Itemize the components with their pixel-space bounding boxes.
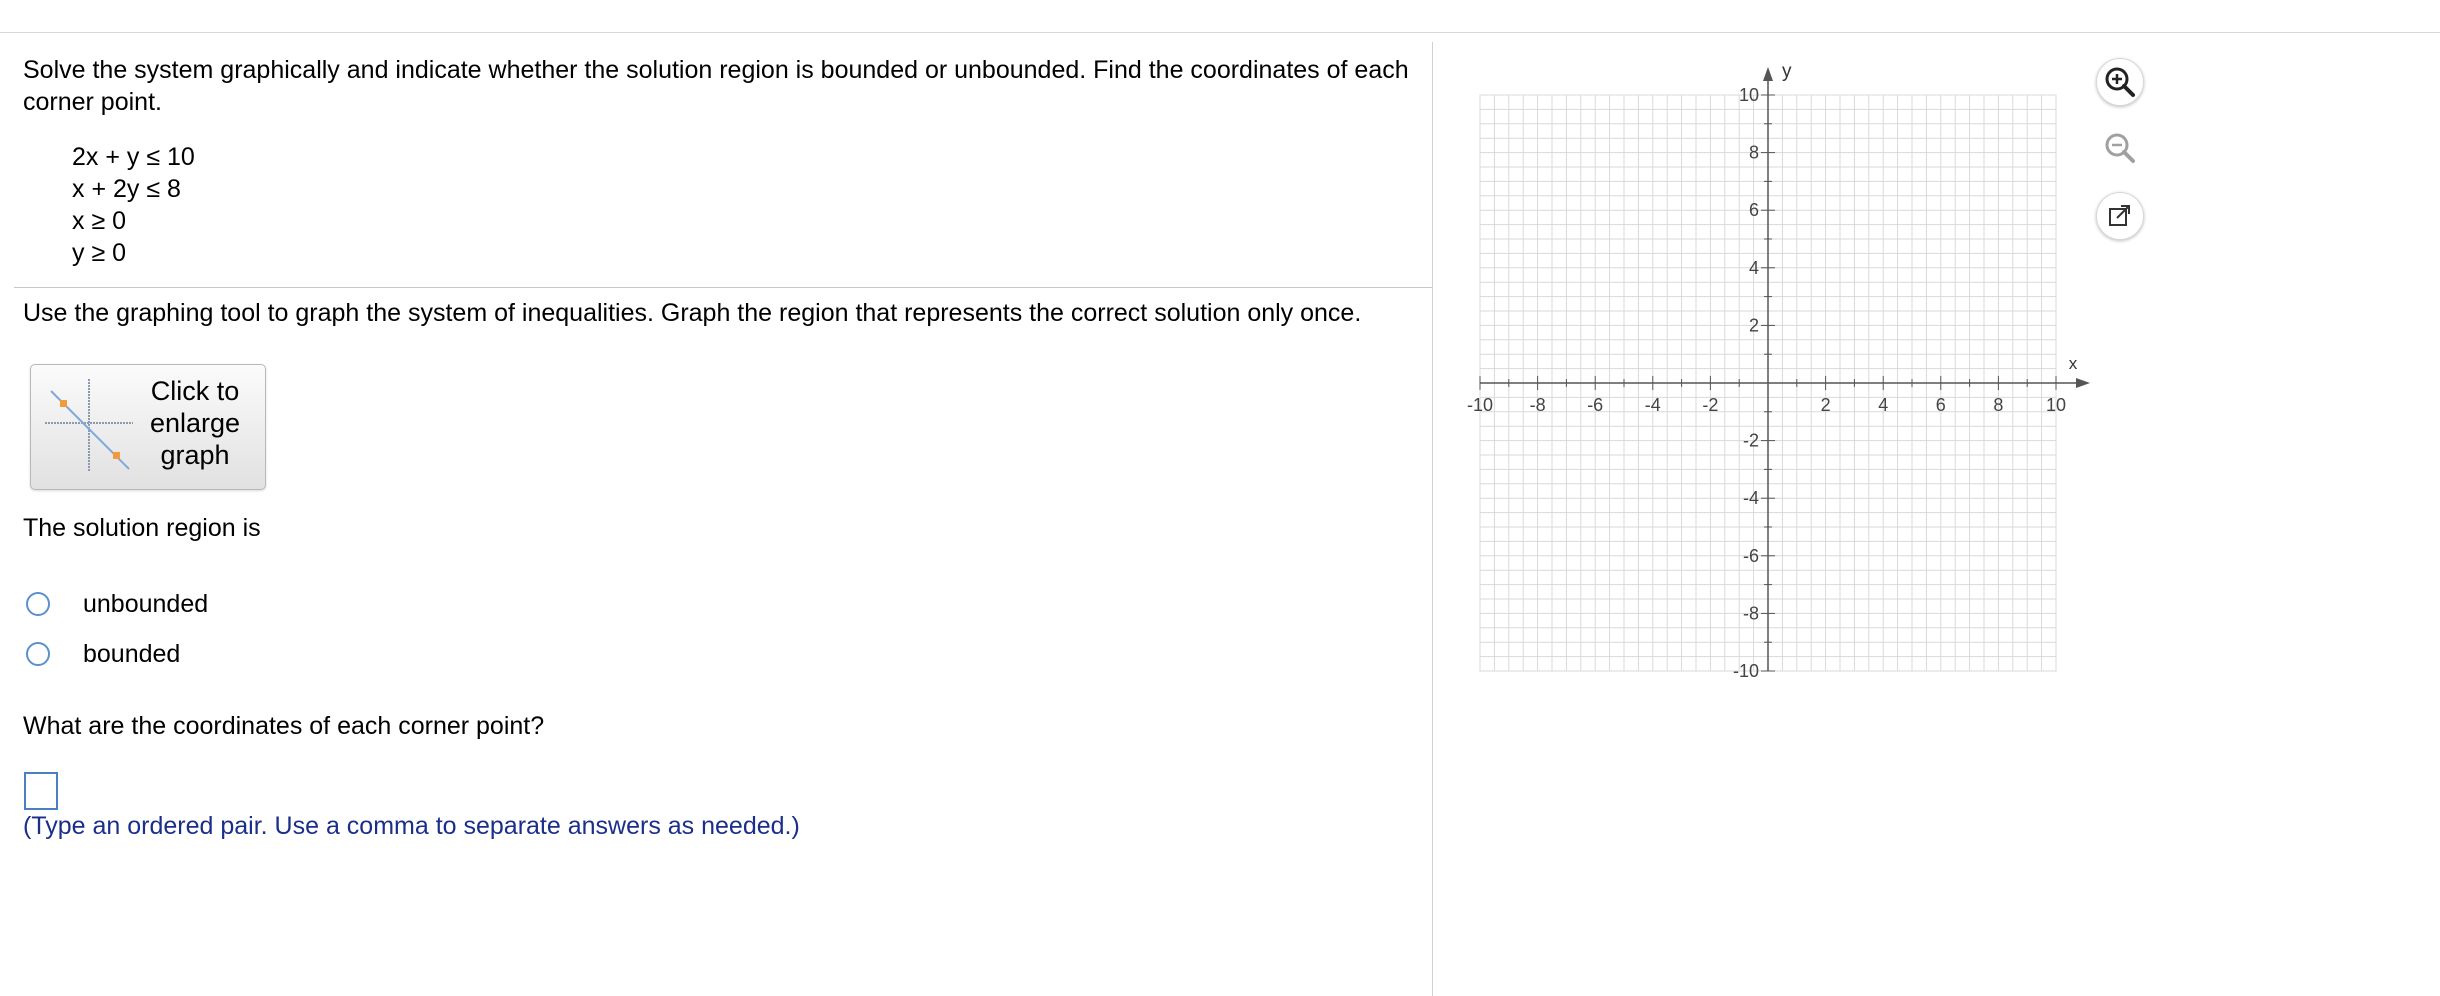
- section-divider: [14, 287, 1432, 288]
- graph-instruction: Use the graphing tool to graph the system of inequalities. Graph the region that represents the correct solution only once.: [23, 299, 1362, 327]
- y-tick-label: 10: [1738, 85, 1759, 105]
- zoom-out-button[interactable]: [2096, 124, 2144, 172]
- bounded-label: bounded: [83, 639, 181, 668]
- popout-button[interactable]: [2096, 192, 2144, 240]
- y-tick-label: -10: [1732, 661, 1759, 681]
- zoom-in-icon: [2103, 65, 2137, 99]
- answer-hint: (Type an ordered pair. Use a comma to separate answers as needed.): [23, 812, 800, 840]
- zoom-in-button[interactable]: [2096, 58, 2144, 106]
- question-panel: [0, 42, 1432, 996]
- y-tick-label: 4: [1748, 257, 1759, 278]
- x-tick-label: 10: [2045, 395, 2067, 415]
- graph-thumbnail-icon: [43, 375, 135, 475]
- x-axis-arrow: [2076, 378, 2090, 388]
- y-tick-label: -6: [1742, 545, 1759, 566]
- corner-points-input[interactable]: [24, 772, 58, 810]
- x-tick-label: -2: [1702, 395, 1719, 415]
- x-tick-label: 6: [1935, 395, 1946, 415]
- enlarge-graph-button[interactable]: [30, 364, 266, 490]
- y-axis-label: y: [1782, 61, 1792, 82]
- y-tick-label: 2: [1748, 315, 1759, 336]
- inequality-1: 2x + y ≤ 10: [72, 143, 195, 171]
- x-tick-label: -10: [1466, 395, 1494, 415]
- x-tick-label: -8: [1529, 395, 1546, 415]
- enlarge-graph-label: Click to enlarge graph: [149, 376, 241, 470]
- x-tick-label: -6: [1587, 395, 1604, 415]
- question-prompt: Solve the system graphically and indicate whether the solution region is bounded or unbounded. Find the coordinates of each corner point.: [23, 56, 1409, 116]
- inequality-2: x + 2y ≤ 8: [72, 175, 181, 203]
- y-tick-label: -8: [1742, 603, 1759, 624]
- top-divider: [0, 32, 2440, 33]
- solution-region-label: The solution region is: [23, 514, 261, 542]
- option-unbounded[interactable]: [26, 587, 208, 621]
- corner-points-question: What are the coordinates of each corner point?: [23, 712, 545, 740]
- unbounded-label: unbounded: [83, 589, 209, 618]
- panel-divider: [1432, 42, 1433, 996]
- bounded-radio[interactable]: [26, 642, 50, 666]
- x-tick-label: 2: [1820, 395, 1831, 415]
- x-tick-label: -4: [1644, 395, 1661, 415]
- y-tick-label: 8: [1748, 142, 1759, 163]
- x-tick-label: 8: [1993, 395, 2004, 415]
- y-tick-label: -2: [1742, 430, 1759, 451]
- x-axis-label: x: [2068, 354, 2078, 373]
- popout-icon: [2106, 202, 2134, 230]
- y-axis-arrow: [1763, 67, 1773, 81]
- y-tick-label: 6: [1748, 200, 1759, 221]
- inequality-3: x ≥ 0: [72, 207, 127, 235]
- zoom-out-icon: [2103, 131, 2137, 165]
- y-tick-label: -4: [1742, 488, 1759, 509]
- coordinate-graph[interactable]: [1440, 50, 2100, 690]
- option-bounded[interactable]: [26, 637, 180, 671]
- x-tick-label: 4: [1878, 395, 1889, 415]
- inequality-4: y ≥ 0: [72, 239, 127, 267]
- unbounded-radio[interactable]: [26, 592, 50, 616]
